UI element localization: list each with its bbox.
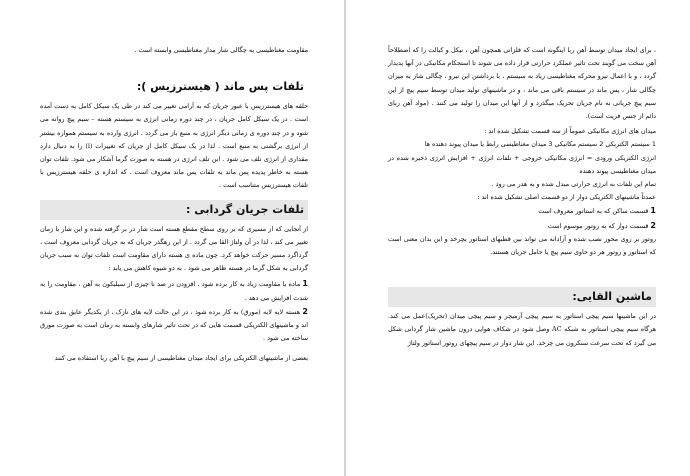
hysteresis-paragraph: حلقه های هیسترزیس با عبور جریان که به آرامی تغییر می کند در طی یک سیکل کامل به دست آمده است . در یک سیکل کامل جریان ، در چند دوره زمانی انرژی به سیستم هسته – سیم پیچ روانه می شود و در چند دوره ی زمانی دیگر انرژی به منبع باز می گردد . انرژی وارده به سیستم همواره بیشتر از انرژی برگشتی به منبع است . لذا در یک سیکل کامل از جریان که تغییرات (i) را به دنبال دارد مقداری از انرژی تلف می شود . این تلف انرژی در هسته به صورت گرما آشکار می شود. تلفات توان هسته به خاطر پدیده پس ماند به تلفات پس ماند معروف است . که اندازه ی حلقه هیسترزیس با تلفات هیسترزیس متناسب است .: [40, 102, 309, 190]
parts-item-1-number: 1: [650, 206, 656, 216]
losses-line-2: عمدتاً ماشینهای الکتریکی دوار از دو قسمت اصلی تشکیل شده اند :: [477, 193, 656, 202]
heading-hysteresis: تلفات پس ماند ( هیسترزیس ):: [136, 80, 304, 94]
energy-balance-line: انرژی الکتریکی ورودی = انرژی مکانیکی خروجی + تلفات انرژی + افزایش انرژی ذخیره شده در میدان مغناطیسی پیوند دهنده: [388, 153, 656, 175]
magnet-paragraph: ، برای ایجاد میدان توسط آهن ربا اینگونه است که فلزاتی همچون آهن ، نیکل و کبالت را که اصطلاحاً آهن سخت می گویند تحت تاثیر عملکرد حرارتی قرار داده می شوند تا استحکام مکانیکی در آنها پدیدار گردد ، و با اعمال نیرو محرکه مغناطیسی زیاد به سیستم ، با برداشتن این نیرو ، چگالی شار به میزان چگالی شار ، پس ماند در سیستم باقی می ماند ، و در ماشینهای تولید میدان توسط سیم پیچ از این سیم پیچ جریانی به نام جریان تحریک میگذرد و از آنها این میدان را تولید می کنند . (مواد آهن ربای دائم از جنس فریت است).: [388, 46, 656, 121]
eddy-item-1-text: ماده با مقاومت زیاد به کار برده شود . افزودن در صد نا چیزی از سیلیکون به آهن ، مقاومت را به شدت افزایش می دهد .: [40, 280, 308, 302]
eddy-item-2-number: 2: [302, 306, 308, 316]
parts-item-2-number: 2: [650, 220, 656, 230]
eddy-item-1-number: 1: [302, 279, 308, 289]
heading-induction-machine: ماشین القایی:: [388, 287, 656, 307]
parts-item-2: [388, 219, 656, 233]
losses-line-1: تمام این تلفات به انرژی حرارتی مبدل شده و به هدر می رود .: [491, 180, 656, 189]
parts-item-1-text: قسمت ساکن که به استاتور معروف است: [538, 207, 649, 216]
eddy-paragraph: از آنجایی که از مسیری که بر روی سطح مقطع هسته است شار در بر گرفته شده و این شار با زمان تغییر می کند ، لذا در آن ولتاژ القا می گردد . از این رهگذر جریان که به جریان گردابی معروف است ، گرداگرد مسیر حرکت خواهد کرد. چون ماده ی هسته دارای مقاومت است تلفات توان به سبب جریان گردابی به شکل گرما در هسته ظاهر می شود . به دو شیوه کاهش می یابد :: [40, 224, 308, 273]
closing-line: بعضی از ماشینهای الکتریکی برای ایجاد میدان مغناطیسی از سیم پیچ با آهن ربا استفاده می کنند: [54, 354, 308, 363]
right-page-content: [388, 44, 656, 350]
parts-item-1: [388, 204, 656, 218]
induction-paragraph: در این ماشینها سیم پیچی استاتور به سیم پیچی آرمیچر و سیم پیچی میدان (تحریک)عمل می کند. هرگاه سیم پیچی استاتور به شبکه AC وصل شود در شکاف هوایی درون ماشین شار گردانی شکل می گیرد که تحت سرعت سنکرون می چرخد. این شار دوار در سیم پیچهای روتور استاتور ولتاژ: [388, 312, 656, 347]
eddy-item-2: [40, 305, 308, 346]
energy-heading-line: میدان های انرژی مکانیکی عموماً از سه قسمت تشکیل شده اند :: [484, 127, 656, 136]
right-page: [346, 0, 690, 476]
eddy-item-1: [40, 277, 308, 304]
left-page: [0, 0, 344, 476]
rotor-paragraph: روتور بر روی محور نصب شده و آزادانه می تواند بین قطبهای استاتور بچرخد و این بدان معنی است که استاتور و روتور هر دو حاوی سیم پیچ یا حامل جریان هستند.: [388, 234, 656, 257]
energy-parts-line: 1 سیستم الکتریکی 2 سیستم مکانیکی 3 میدان مغناطیسی رابط یا میدان پیوند دهنده ها: [424, 140, 656, 149]
eddy-item-2-text: هسته لایه لایه (مورق) به کار برده شود ، در این حالت لایه های نازک ، از یکدیگر عایق بندی شده اند و ماشینهای الکتریکی قسمت هایی که در تحت تاثیر شارهای وابسته به زمان است به صورت مورق ساخته می شود .: [40, 307, 308, 343]
parts-item-2-text: قسمت دوار که به روتور موسوم است: [547, 221, 649, 230]
heading-eddy-current: تلفات جریان گردابی :: [40, 200, 308, 220]
intro-line: مقاومت مغناطیسی به چگالی شار مدار مغناطیسی وابسته است .: [134, 46, 308, 54]
left-page-content: [40, 44, 308, 366]
